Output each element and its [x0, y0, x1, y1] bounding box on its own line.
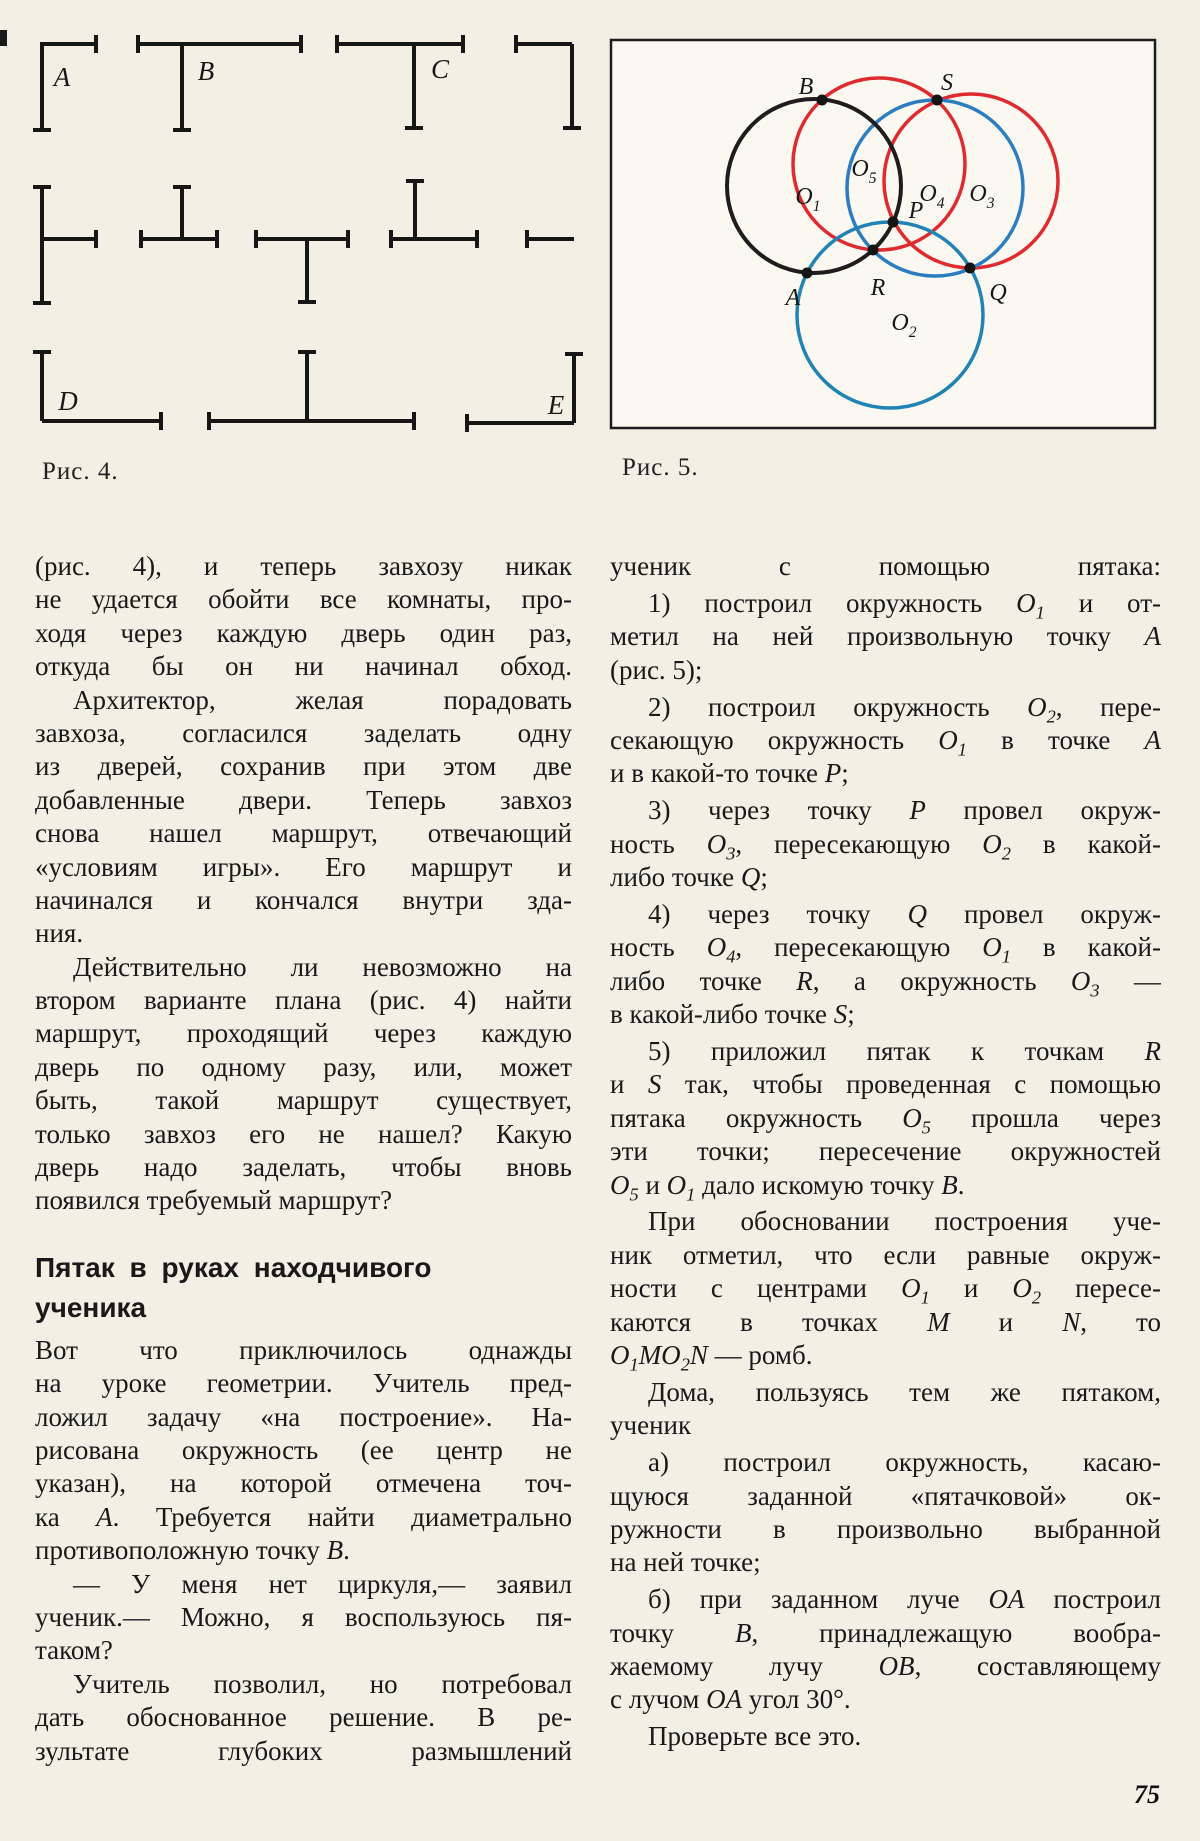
text-line: метил на ней произвольную точку A	[610, 621, 1161, 652]
figure4-caption: Рис. 4.	[42, 458, 119, 485]
text-line: быть, такой маршрут существует,	[35, 1085, 572, 1116]
figure-label: $O_3$	[969, 181, 995, 212]
figure-label: $O_5$	[851, 156, 877, 187]
point-A	[802, 268, 813, 279]
figure-label: P	[908, 198, 924, 224]
text-line: дать обоснованное решение. В ре-	[35, 1702, 572, 1733]
text-line: в какой-либо точке S;	[610, 999, 855, 1030]
paragraph	[35, 1668, 572, 1768]
section-heading	[35, 1248, 572, 1328]
figure-label: R	[870, 275, 886, 301]
text-line: зультате глубоких размышлений	[35, 1735, 572, 1766]
text-line: Вот что приключилось однажды	[35, 1334, 572, 1365]
figure-label: B	[798, 74, 814, 100]
figure-label: A	[53, 62, 71, 92]
text-line: Проверьте все это.	[648, 1721, 862, 1752]
text-line: с лучом OA угол 30°.	[610, 1684, 851, 1715]
paragraph	[610, 1720, 1161, 1753]
text-line: ность $O_3$, пересекающую $O_2$ в какой-	[610, 828, 1161, 862]
text-line: 3) через точку P провел окруж-	[648, 795, 1161, 826]
point-R	[868, 245, 879, 256]
text-line: эти точки; пересечение окружностей	[610, 1136, 1161, 1167]
paragraph	[35, 1568, 572, 1668]
text-line: ученик с помощью пятака:	[610, 551, 1161, 581]
right-text-column	[610, 550, 1161, 1754]
text-line: а) построил окружность, касаю-	[648, 1447, 1161, 1478]
text-line: При обосновании построения уче-	[648, 1206, 1161, 1237]
text-line: ния.	[35, 918, 84, 949]
text-line: секающую окружность $O_1$ в точке A	[610, 724, 1161, 758]
figure-label: $O_4$	[919, 181, 945, 212]
point-P	[888, 217, 899, 228]
text-line: $O_1MO_2N$ — ромб.	[610, 1339, 813, 1373]
paragraph	[610, 1035, 1161, 1202]
text-line: ученик	[610, 1410, 692, 1441]
paragraph	[35, 1334, 572, 1568]
figure-label: $O_2$	[891, 310, 917, 341]
heading-line: Пятак в руках находчивого	[35, 1251, 432, 1283]
text-line: (рис. 5);	[610, 654, 703, 685]
figure-label: Q	[989, 280, 1007, 306]
text-line: 2) построил окружность $O_2$, пере-	[648, 691, 1161, 724]
text-line: «условиям игры». Его маршрут и	[35, 851, 572, 882]
text-line: дверь надо заделать, чтобы вновь	[35, 1152, 572, 1183]
paragraph	[610, 794, 1161, 894]
text-line: появился требуемый маршрут?	[35, 1185, 393, 1216]
text-line: на ней точке;	[610, 1547, 761, 1578]
text-line: завхоза, согласился заделать одну	[35, 717, 572, 748]
text-line: $O_5$ и $O_1$ дало искомую точку B.	[610, 1169, 965, 1202]
text-line: ности с центрами $O_1$ и $O_2$ пересе-	[610, 1273, 1161, 1306]
left-text-column	[35, 550, 572, 1768]
text-line: точку B, принадлежащую вообра-	[610, 1617, 1161, 1648]
text-line: Учитель позволил, но потребовал	[73, 1668, 572, 1699]
text-line: таком?	[35, 1635, 113, 1666]
figure5-frame	[611, 40, 1155, 428]
paragraph	[610, 898, 1161, 1032]
paragraph	[610, 1446, 1161, 1580]
text-line: и S так, чтобы проведенная с помощью	[610, 1069, 1161, 1100]
heading-line: ученика	[35, 1291, 147, 1323]
text-line: Действительно ли невозможно на	[73, 951, 572, 982]
paragraph	[610, 1205, 1161, 1372]
figure-label: $O_1$	[795, 184, 821, 215]
paragraph	[35, 684, 572, 951]
text-line: ка A. Требуется найти диаметрально	[35, 1501, 572, 1532]
page-number: 75	[1134, 1780, 1160, 1809]
text-line: Архитектор, желая порадовать	[73, 684, 572, 715]
point-B	[817, 95, 828, 106]
paragraph	[610, 587, 1161, 687]
text-line: б) при заданном луче OA построил	[648, 1584, 1161, 1615]
text-line: противоположную точку B.	[35, 1535, 350, 1566]
point-S	[932, 95, 943, 106]
paragraph	[35, 550, 572, 684]
text-line: из дверей, сохранив при этом две	[35, 751, 572, 782]
figure5-circles-diagram	[605, 30, 1165, 440]
text-line: только завхоз его не нашел? Какую	[35, 1118, 572, 1149]
text-line: втором варианте плана (рис. 4) найти	[35, 985, 572, 1016]
text-line: рисована окружность (ее центр не	[35, 1434, 572, 1465]
text-line: маршрут, проходящий через каждую	[35, 1018, 572, 1049]
text-line: пятака окружность $O_5$ прошла через	[610, 1102, 1161, 1136]
text-line: 1) построил окружность $O_1$ и от-	[648, 587, 1161, 621]
text-line: каются в точках M и N, то	[610, 1306, 1161, 1337]
text-line: ложил задачу «на построение». На-	[35, 1401, 572, 1432]
text-line: дверь по одному разу, или, может	[35, 1051, 572, 1082]
paragraph	[610, 550, 1161, 583]
text-line: — У меня нет циркуля,— заявил	[73, 1568, 572, 1599]
text-line: 5) приложил пятак к точкам R	[648, 1035, 1161, 1066]
text-line: и в какой-то точке P;	[610, 758, 849, 789]
text-line: ученик.— Можно, я воспользуюсь пя-	[35, 1601, 572, 1632]
text-line: добавленные двери. Теперь завхоз	[35, 784, 572, 815]
text-line: ность $O_4$, пересекающую $O_1$ в какой-	[610, 932, 1161, 965]
text-line: ружности в произвольно выбранной	[610, 1513, 1161, 1544]
paragraph	[610, 1376, 1161, 1443]
text-line: 4) через точку Q провел окруж-	[648, 898, 1161, 929]
text-line: жаемому лучу OB, составляющему	[610, 1651, 1161, 1681]
text-line: либо точке Q;	[610, 862, 768, 893]
paragraph	[610, 1583, 1161, 1717]
text-line: ник отметил, что если равные окруж-	[610, 1239, 1161, 1270]
text-line: Дома, пользуясь тем же пятаком,	[648, 1376, 1161, 1407]
text-line: либо точке R, а окружность $O_3$ —	[610, 965, 1161, 999]
figure5-caption: Рис. 5.	[622, 454, 699, 481]
point-Q	[965, 263, 976, 274]
figure-label: D	[58, 386, 78, 416]
text-line: не удается обойти все комнаты, про-	[35, 584, 572, 615]
figure-label: E	[547, 390, 565, 420]
figure-label: S	[941, 70, 953, 96]
figure-label: A	[785, 285, 801, 311]
scan-artifact	[0, 30, 7, 46]
figure4-walls	[33, 35, 583, 432]
text-line: снова нашел маршрут, отвечающий	[35, 818, 572, 849]
figure-label: B	[197, 56, 215, 86]
text-line: начинался и кончался внутри зда-	[35, 884, 572, 915]
text-line: ходя через каждую дверь один раз,	[35, 617, 572, 648]
figure4-floor-plan	[25, 25, 585, 435]
paragraph	[610, 691, 1161, 791]
text-line: откуда бы он ни начинал обход.	[35, 651, 572, 682]
paragraph	[35, 951, 572, 1218]
text-line: (рис. 4), и теперь завхозу никак	[35, 551, 572, 581]
figure-label: C	[430, 54, 450, 84]
text-line: щуюся заданной «пятачковой» ок-	[610, 1480, 1161, 1511]
text-line: на уроке геометрии. Учитель пред-	[35, 1368, 572, 1399]
text-line: указан), на которой отмечена точ-	[35, 1468, 572, 1499]
